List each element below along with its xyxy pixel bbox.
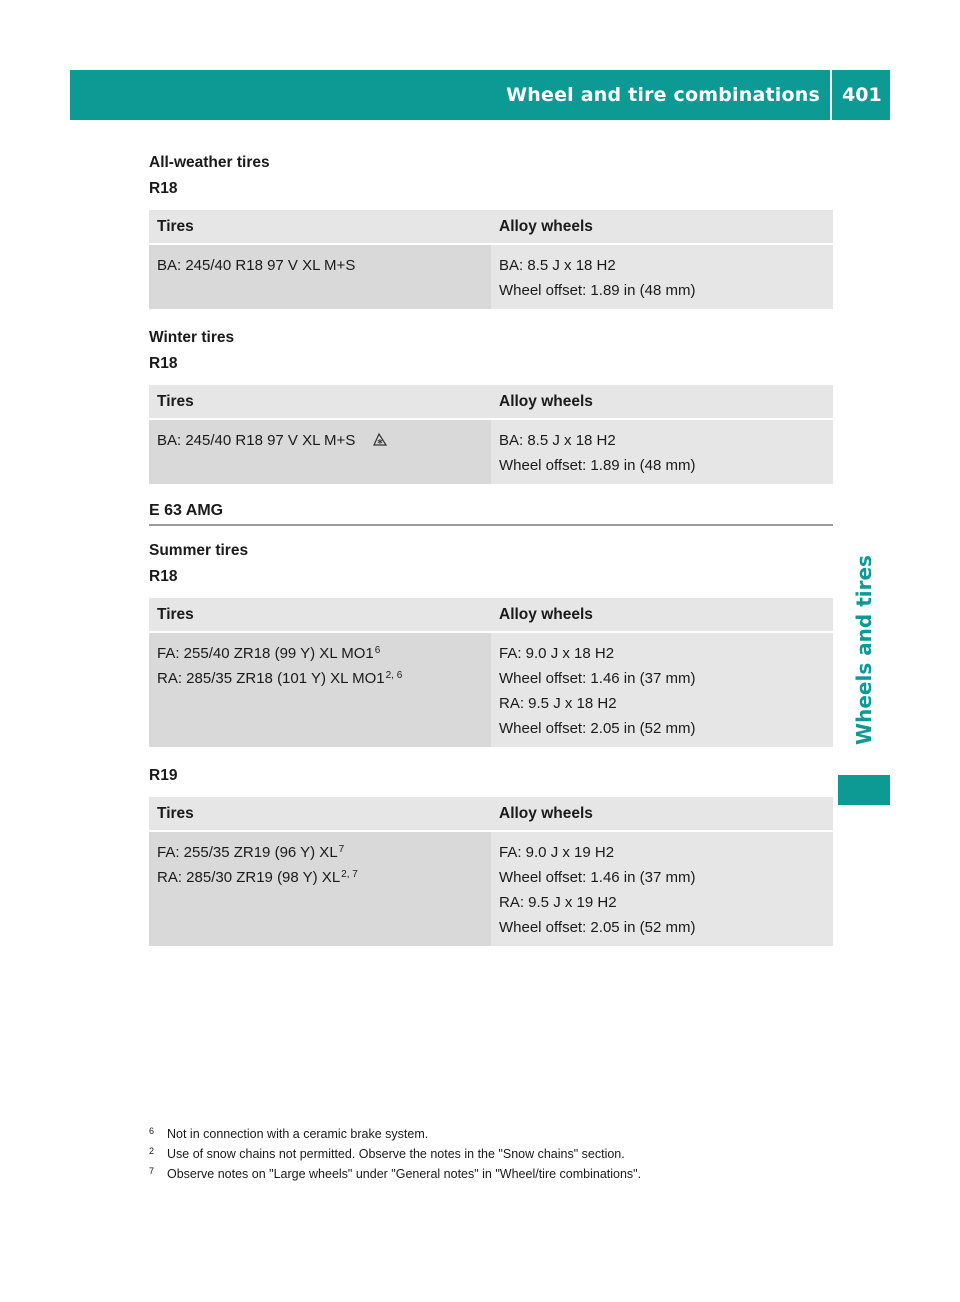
wheel-line: BA: 8.5 J x 18 H2	[499, 432, 616, 449]
wheel-line: Wheel offset: 2.05 in (52 mm)	[499, 720, 696, 737]
table-header	[149, 797, 833, 830]
page-content	[149, 150, 833, 962]
side-tab-marker	[838, 775, 890, 805]
tire-text: FA: 255/35 ZR19 (96 Y) XL	[157, 844, 338, 861]
wheel-line: FA: 9.0 J x 19 H2	[499, 844, 615, 861]
table-winter	[149, 385, 833, 484]
footnote-ref: 7	[338, 844, 345, 855]
header-alloy-wheels: Alloy wheels	[499, 392, 593, 410]
wheels-cell	[491, 633, 833, 747]
tire-text: BA: 245/40 R18 97 V XL M+S	[157, 432, 356, 449]
footnote-text: Use of snow chains not permitted. Observe the notes in the "Snow chains" section.	[167, 1147, 625, 1161]
table-all-weather	[149, 210, 833, 309]
table-header	[149, 385, 833, 418]
footnote-ref: 2, 7	[341, 869, 358, 880]
wheels-cell	[491, 832, 833, 946]
header-tires: Tires	[157, 392, 194, 410]
section-label-all-weather: All-weather tires	[149, 154, 270, 171]
table-summer-r18	[149, 598, 833, 747]
wheel-line: Wheel offset: 1.89 in (48 mm)	[499, 457, 696, 474]
wheels-cell	[491, 245, 833, 309]
wheel-line: Wheel offset: 1.46 in (37 mm)	[499, 869, 696, 886]
side-tab	[838, 540, 890, 760]
size-label-summer-r19: R19	[149, 767, 178, 784]
tire-line	[157, 428, 483, 453]
footnote-number: 7	[149, 1166, 155, 1176]
header-tires: Tires	[157, 804, 194, 822]
footnote-text: Observe notes on "Large wheels" under "General notes" in "Wheel/tire combinations".	[167, 1167, 642, 1181]
tire-text: FA: 255/40 ZR18 (99 Y) XL MO1	[157, 645, 374, 662]
wheel-line: RA: 9.5 J x 19 H2	[499, 894, 617, 911]
snowflake-mountain-icon	[372, 431, 388, 447]
footnote	[149, 1124, 849, 1144]
wheel-line: Wheel offset: 2.05 in (52 mm)	[499, 919, 696, 936]
header-title: Wheel and tire combinations	[506, 84, 820, 106]
header-alloy-wheels: Alloy wheels	[499, 605, 593, 623]
footnotes	[149, 1124, 849, 1184]
table-row	[149, 633, 833, 747]
tires-cell	[149, 245, 491, 309]
tire-line	[157, 840, 483, 865]
wheel-line: Wheel offset: 1.46 in (37 mm)	[499, 670, 696, 687]
footnote	[149, 1144, 849, 1164]
tire-line	[157, 641, 483, 666]
header-tires: Tires	[157, 217, 194, 235]
footnote	[149, 1164, 849, 1184]
wheels-cell	[491, 420, 833, 484]
page-number: 401	[842, 84, 882, 106]
wheel-line: RA: 9.5 J x 18 H2	[499, 695, 617, 712]
size-label-winter: R18	[149, 355, 178, 372]
footnote-ref: 6	[374, 645, 381, 656]
tire-text: RA: 285/30 ZR19 (98 Y) XL	[157, 869, 341, 886]
size-label-all-weather: R18	[149, 180, 178, 197]
header-alloy-wheels: Alloy wheels	[499, 217, 593, 235]
header-tires: Tires	[157, 605, 194, 623]
tires-cell	[149, 420, 491, 484]
table-row	[149, 245, 833, 309]
table-row	[149, 832, 833, 946]
section-label-summer: Summer tires	[149, 542, 249, 559]
section-title-e63-amg: E 63 AMG	[149, 502, 833, 526]
size-label-summer-r18: R18	[149, 568, 178, 585]
tire-line	[157, 865, 483, 890]
wheel-line: Wheel offset: 1.89 in (48 mm)	[499, 282, 696, 299]
footnote-number: 6	[149, 1126, 155, 1136]
footnote-ref: 2, 6	[385, 670, 403, 681]
side-tab-label: Wheels and tires	[852, 555, 877, 745]
tires-cell	[149, 832, 491, 946]
tire-line	[157, 666, 483, 691]
header-alloy-wheels: Alloy wheels	[499, 804, 593, 822]
table-header	[149, 210, 833, 243]
tires-cell	[149, 633, 491, 747]
table-summer-r19	[149, 797, 833, 946]
wheel-line: FA: 9.0 J x 18 H2	[499, 645, 615, 662]
tire-line: BA: 245/40 R18 97 V XL M+S	[157, 257, 356, 274]
page-header	[70, 70, 890, 120]
wheel-line: BA: 8.5 J x 18 H2	[499, 257, 616, 274]
tire-text: RA: 285/35 ZR18 (101 Y) XL MO1	[157, 670, 385, 687]
footnote-number: 2	[149, 1146, 155, 1156]
footnote-text: Not in connection with a ceramic brake system.	[167, 1127, 429, 1141]
table-header	[149, 598, 833, 631]
section-label-winter: Winter tires	[149, 329, 235, 346]
table-row	[149, 420, 833, 484]
